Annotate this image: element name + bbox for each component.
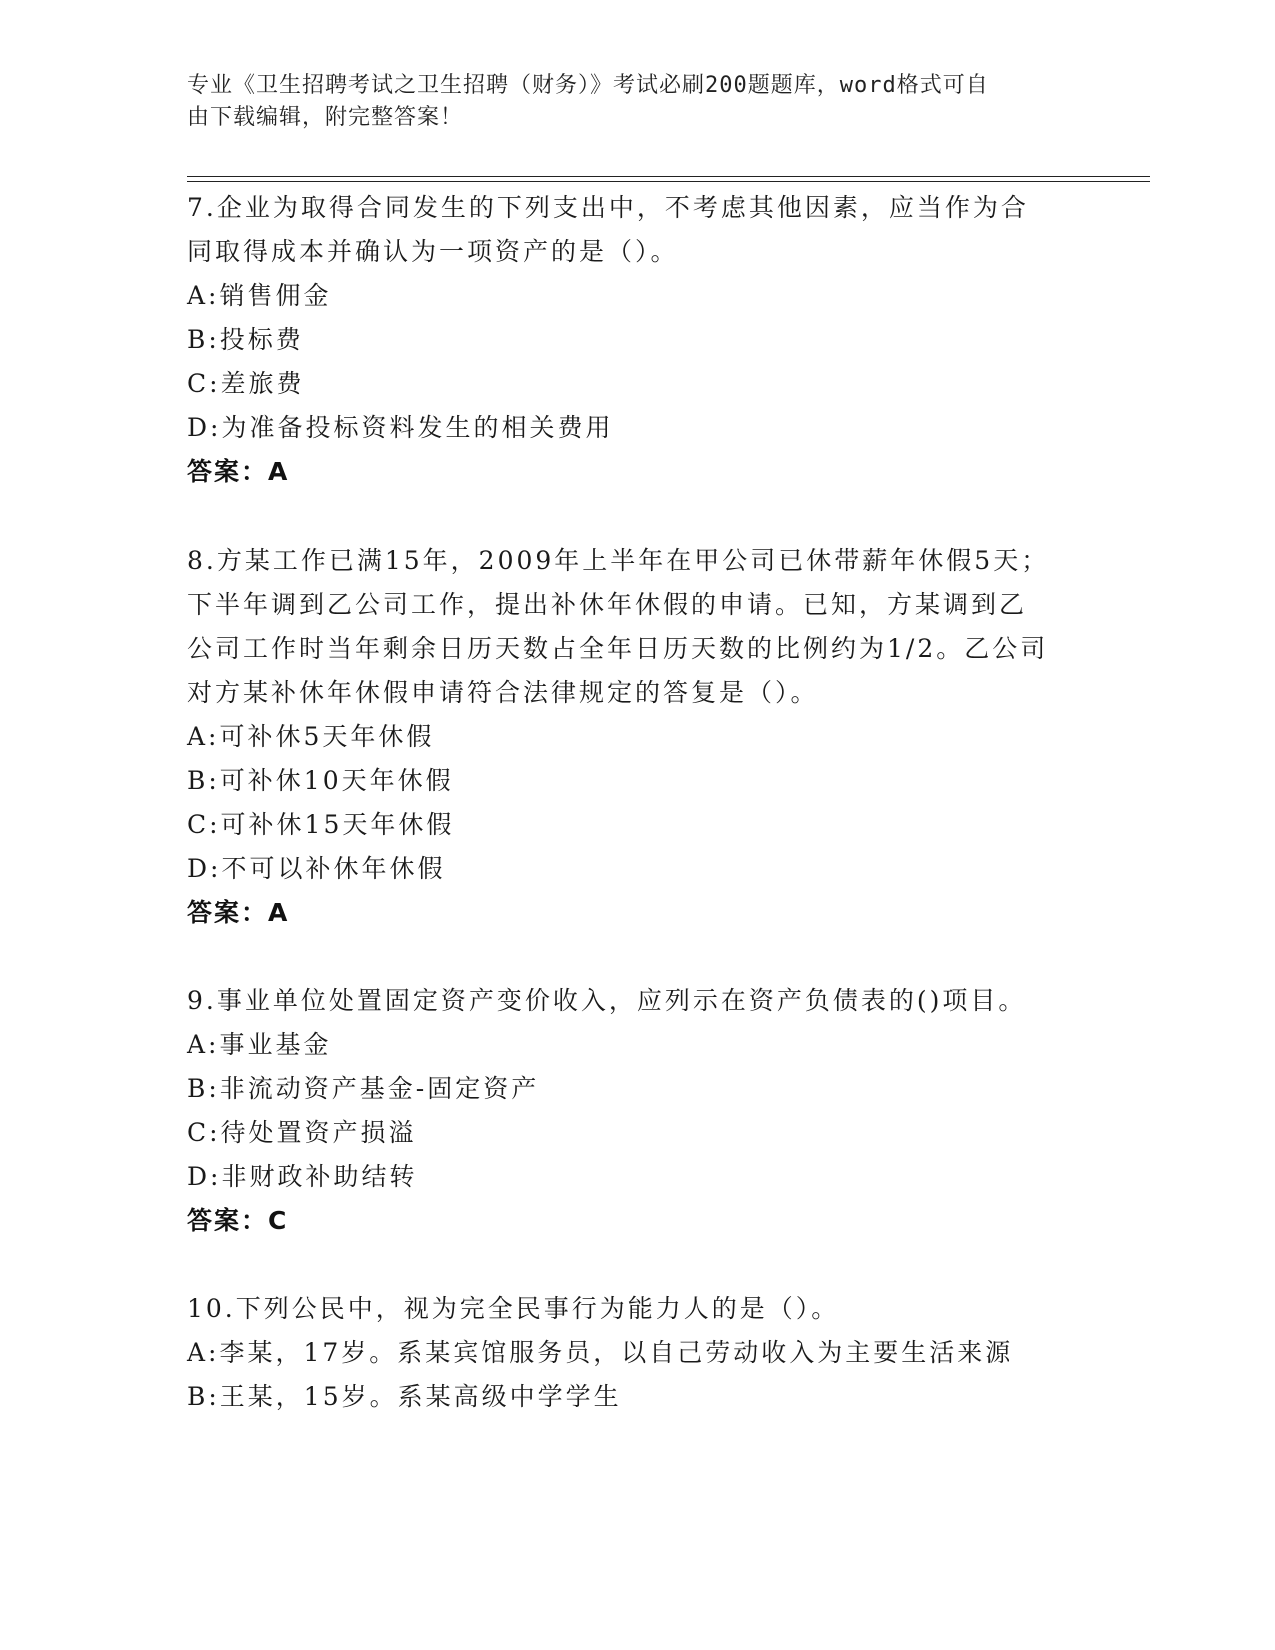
- question-10-option-a: A:李某，17岁。系某宾馆服务员，以自己劳动收入为主要生活来源: [187, 1338, 1014, 1367]
- question-7-stem-line-2: 同取得成本并确认为一项资产的是（）。: [187, 237, 679, 266]
- question-8-option-d: D:不可以补休年休假: [187, 854, 446, 883]
- question-8-stem-line-2: 下半年调到乙公司工作，提出补休年休假的申请。已知，方某调到乙: [187, 590, 1028, 619]
- question-7-option-a: A:销售佣金: [187, 281, 332, 310]
- question-8-answer: 答案：A: [187, 898, 290, 927]
- question-9-stem-line-1: 9.事业单位处置固定资产变价收入，应列示在资产负债表的()项目。: [187, 986, 1027, 1015]
- question-8-option-a: A:可补休5天年休假: [187, 722, 435, 751]
- question-10-option-b: B:王某，15岁。系某高级中学学生: [187, 1382, 622, 1411]
- question-10-stem-line-1: 10.下列公民中，视为完全民事行为能力人的是（）。: [187, 1294, 840, 1323]
- question-8-stem-line-3: 公司工作时当年剩余日历天数占全年日历天数的比例约为1/2。乙公司: [187, 634, 1049, 663]
- question-9-option-b: B:非流动资产基金-固定资产: [187, 1074, 540, 1103]
- question-9-option-d: D:非财政补助结转: [187, 1162, 418, 1191]
- header-divider-top: [187, 176, 1150, 177]
- header-line-2: 由下载编辑，附完整答案！: [187, 105, 464, 130]
- document-header: [187, 70, 1067, 134]
- header-line-1: 专业《卫生招聘考试之卫生招聘（财务）》考试必刷200题题库，word格式可自: [187, 73, 989, 98]
- question-8-stem-line-4: 对方某补休年休假申请符合法律规定的答复是（）。: [187, 678, 819, 707]
- question-8-option-c: C:可补休15天年休假: [187, 810, 455, 839]
- question-9-option-a: A:事业基金: [187, 1030, 332, 1059]
- question-7-option-b: B:投标费: [187, 325, 304, 354]
- question-7-option-d: D:为准备投标资料发生的相关费用: [187, 413, 614, 442]
- question-9-option-c: C:待处置资产损溢: [187, 1118, 417, 1147]
- question-7-answer: 答案：A: [187, 457, 290, 486]
- question-8-option-b: B:可补休10天年休假: [187, 766, 454, 795]
- question-7-option-c: C:差旅费: [187, 369, 305, 398]
- question-9-answer: 答案：C: [187, 1206, 289, 1235]
- header-divider-bottom: [187, 181, 1150, 182]
- question-8-stem-line-1: 8.方某工作已满15年，2009年上半年在甲公司已休带薪年休假5天；: [187, 546, 1050, 575]
- question-7-stem-line-1: 7.企业为取得合同发生的下列支出中，不考虑其他因素，应当作为合: [187, 193, 1029, 222]
